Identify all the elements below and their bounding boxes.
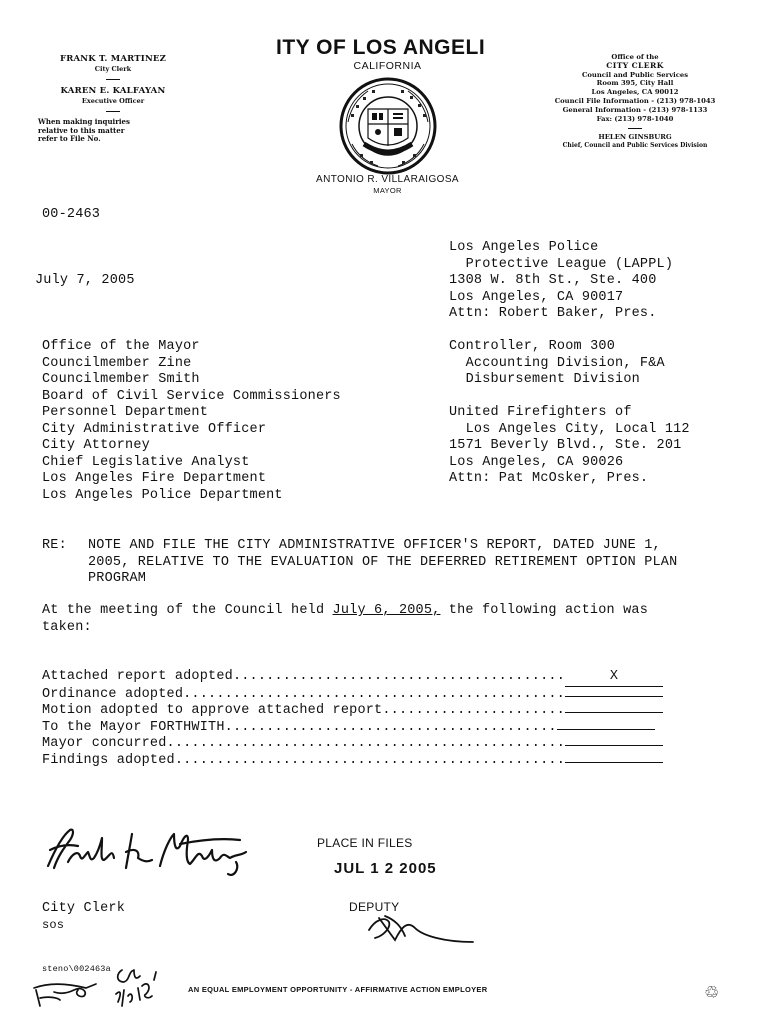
distribution-item: Los Angeles Police Department xyxy=(42,487,283,503)
city-seal-icon xyxy=(338,76,438,181)
action-mark: X xyxy=(565,669,663,687)
mayor-name: ANTONIO R. VILLARAIGOSA xyxy=(316,174,459,185)
distribution-item: Councilmember Zine xyxy=(42,355,192,371)
action-row: Findings adopted............................................... xyxy=(42,753,663,770)
addressee-line: Los Angeles Police xyxy=(449,240,599,255)
recycle-icon: ♲ xyxy=(704,983,720,1003)
action-mark xyxy=(565,696,663,697)
clerk-name: FRANK T. MARTINEZ xyxy=(59,54,167,64)
office-line: Council and Public Services xyxy=(581,70,689,79)
distribution-list xyxy=(42,339,341,504)
divider xyxy=(106,79,120,80)
office-line: Office of the xyxy=(611,53,659,61)
typist-initials: sos xyxy=(42,918,65,932)
mayor-title: MAYOR xyxy=(373,186,402,195)
action-mark xyxy=(565,762,663,763)
re-label: RE: xyxy=(42,538,67,553)
distribution-item: Councilmember Smith xyxy=(42,372,200,387)
addressee-line: Los Angeles, CA 90026 xyxy=(449,454,624,470)
distribution-item: Office of the Mayor xyxy=(42,339,200,354)
meeting-statement: At the meeting of the Council held July 6, 2005, the following action was taken: xyxy=(42,603,649,635)
action-mark xyxy=(565,745,663,746)
addressee-block xyxy=(449,405,690,488)
city-title: ITY OF LOS ANGELI xyxy=(276,36,486,59)
deputy-signature xyxy=(365,906,480,953)
inquiry-note: When making inquiries relative to this matter refer to File No. xyxy=(38,117,130,143)
addressee-block xyxy=(449,339,665,389)
addressee-line: 1308 W. 8th St., Ste. 400 xyxy=(449,273,657,288)
addressee-line: United Firefighters of xyxy=(449,405,632,420)
stamp-date: JUL 1 2 2005 xyxy=(334,860,437,877)
distribution-item: Los Angeles Fire Department xyxy=(42,471,267,486)
division-head: HELEN GINSBURG xyxy=(598,133,672,142)
addressee-block xyxy=(449,240,673,323)
letterhead-left xyxy=(38,54,188,144)
action-mark xyxy=(565,712,663,713)
divider xyxy=(106,111,120,112)
handwritten-initials xyxy=(30,960,180,1020)
re-subject: NOTE AND FILE THE CITY ADMINISTRATIVE OFFICER'S REPORT, DATED JUNE 1, 2005, RELATIVE TO THE EVALUATION OF THE DEFERRED RETIREMENT OPTION PLAN PROGRAM xyxy=(88,538,678,586)
office-line: General Information - (213) 978-1133 xyxy=(562,105,708,114)
distribution-item: Personnel Department xyxy=(42,405,209,420)
clerk-signature xyxy=(40,822,255,887)
eeo-footer: AN EQUAL EMPLOYMENT OPPORTUNITY - AFFIRMATIVE ACTION EMPLOYER xyxy=(188,985,488,994)
action-list xyxy=(42,669,663,769)
addressee-line: Disbursement Division xyxy=(449,372,640,387)
action-row: Ordinance adopted.............................................. xyxy=(42,687,663,704)
meeting-date: July 6, 2005, xyxy=(332,603,441,618)
distribution-item: Chief Legislative Analyst xyxy=(42,454,250,470)
addressee-line: Attn: Robert Baker, Pres. xyxy=(449,306,657,321)
addressee-line: Accounting Division, F&A xyxy=(449,355,665,371)
exec-title: Executive Officer xyxy=(81,97,145,105)
addressee-line: Los Angeles, CA 90017 xyxy=(449,289,624,305)
office-line: Room 395, City Hall xyxy=(596,79,674,88)
signature-title: City Clerk xyxy=(42,901,126,916)
division-title: Chief, Council and Public Services Division xyxy=(562,142,708,150)
clerk-title: City Clerk xyxy=(94,65,132,73)
action-row: Attached report adopted........................................ X xyxy=(42,669,663,687)
addressee-line: Protective League (LAPPL) xyxy=(449,256,674,272)
stamp-place-in-files: PLACE IN FILES xyxy=(317,836,413,850)
office-line: Council File Information - (213) 978-1043 xyxy=(554,96,716,105)
exec-name: KAREN E. KALFAYAN xyxy=(60,86,166,96)
addressee-line: Controller, Room 300 xyxy=(449,339,616,354)
addressee-line: Los Angeles City, Local 112 xyxy=(449,421,690,437)
divider xyxy=(628,128,642,129)
file-number: 00-2463 xyxy=(42,207,101,222)
action-mark xyxy=(557,729,655,730)
addressee-line: Attn: Pat McOsker, Pres. xyxy=(449,471,649,486)
office-line: Los Angeles, CA 90012 xyxy=(591,88,679,97)
distribution-item: City Administrative Officer xyxy=(42,421,267,437)
action-row: To the Mayor FORTHWITH........................................ xyxy=(42,720,663,737)
state-label: CALIFORNIA xyxy=(353,60,422,72)
stamp-deputy-label: DEPUTY xyxy=(349,900,400,914)
distribution-item: Board of Civil Service Commissioners xyxy=(42,388,341,404)
letter-date: July 7, 2005 xyxy=(35,273,135,288)
distribution-item: City Attorney xyxy=(42,438,150,453)
addressee-line: 1571 Beverly Blvd., Ste. 201 xyxy=(449,438,682,453)
action-row: Mayor concurred................................................ xyxy=(42,736,663,753)
action-row: Motion adopted to approve attached report...................... xyxy=(42,703,663,720)
letterhead-right xyxy=(535,53,735,151)
office-line: CITY CLERK xyxy=(606,60,664,70)
office-line: Fax: (213) 978-1040 xyxy=(596,114,674,123)
steno-reference: steno\002463a xyxy=(42,964,111,974)
